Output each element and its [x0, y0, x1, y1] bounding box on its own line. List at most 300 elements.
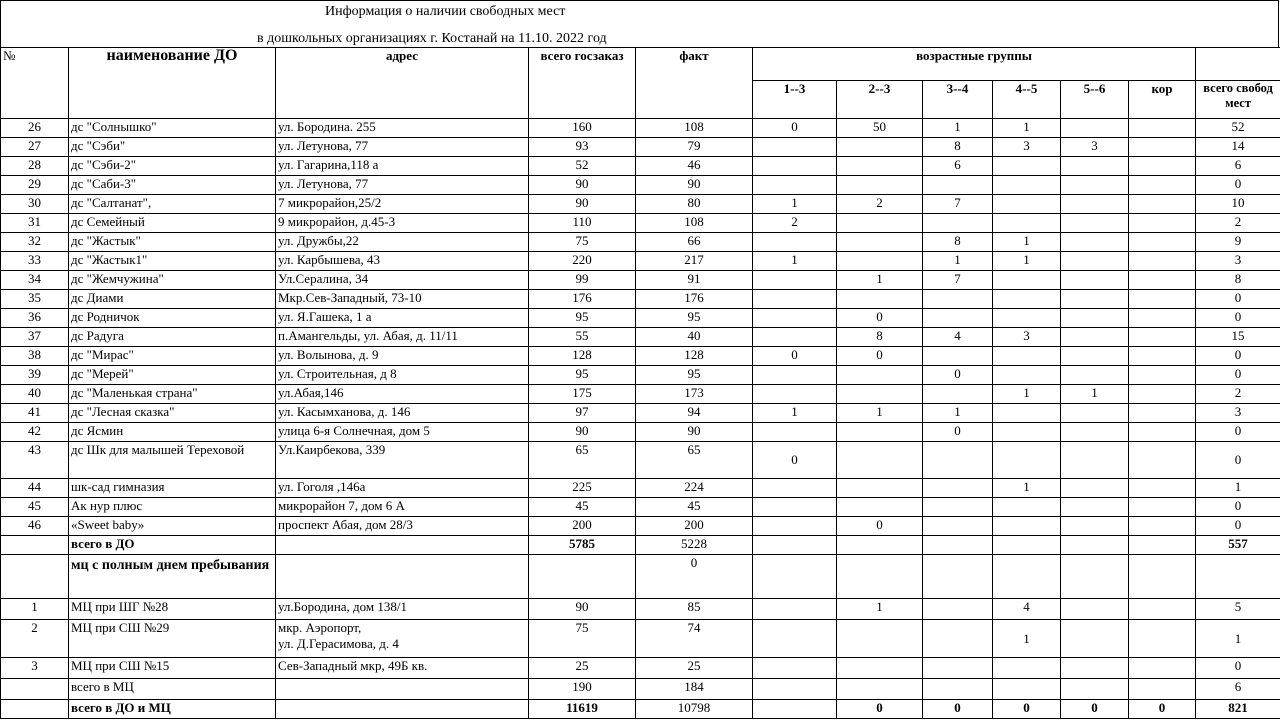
cell-g23: [837, 214, 923, 233]
cell-addr: ул. Касымханова, д. 146: [276, 404, 529, 423]
cell-g13: 0: [753, 119, 837, 138]
cell-kor: [1129, 138, 1196, 157]
cell-gos: 55: [529, 328, 636, 347]
cell-g56: [1061, 347, 1129, 366]
cell-name: дс "Мирас": [69, 347, 276, 366]
cell-n: 38: [1, 347, 69, 366]
cell-g13: [753, 366, 837, 385]
cell-g45: 1: [993, 233, 1061, 252]
total-cell-n: [1, 679, 69, 700]
cell-fact: 80: [636, 195, 753, 214]
cell-g23: 1: [837, 271, 923, 290]
cell-n: 34: [1, 271, 69, 290]
cell-addr: Ул.Каирбекова, 339: [276, 442, 529, 479]
cell-g23: 1: [837, 599, 923, 620]
cell-g34: 8: [923, 138, 993, 157]
cell-n: 27: [1, 138, 69, 157]
total-cell-g13: [753, 679, 837, 700]
cell-kor: [1129, 479, 1196, 498]
total-cell-g23: [837, 536, 923, 555]
cell-g34: [923, 309, 993, 328]
cell-g56: [1061, 328, 1129, 347]
cell-addr: ул. Карбышева, 43: [276, 252, 529, 271]
total-cell-kor: [1129, 536, 1196, 555]
address-line-1: мкр. Аэропорт,: [278, 620, 362, 635]
cell-gos: 128: [529, 347, 636, 366]
cell-name: дс "Мерей": [69, 366, 276, 385]
cell-g13: [753, 271, 837, 290]
cell-name: дс "Саби-3": [69, 176, 276, 195]
cell-g13: 0: [753, 442, 837, 479]
cell-kor: [1129, 290, 1196, 309]
cell-free: 10: [1196, 195, 1280, 214]
cell-kor: [1129, 271, 1196, 290]
cell-kor: [1129, 385, 1196, 404]
table-row: [1, 517, 1280, 536]
mc-section-cell-g45: [993, 555, 1061, 599]
cell-kor: [1129, 157, 1196, 176]
cell-g45: [993, 347, 1061, 366]
cell-gos: 220: [529, 252, 636, 271]
cell-gos: 176: [529, 290, 636, 309]
table-row: [1, 442, 1280, 479]
total-cell-kor: [1129, 679, 1196, 700]
table-row: [1, 138, 1280, 157]
cell-g23: 8: [837, 328, 923, 347]
cell-g34: 1: [923, 404, 993, 423]
cell-gos: 95: [529, 366, 636, 385]
cell-g23: [837, 233, 923, 252]
cell-fact: 65: [636, 442, 753, 479]
cell-fact: 90: [636, 176, 753, 195]
total-cell-g23: 0: [837, 700, 923, 719]
table-row: [1, 290, 1280, 309]
cell-g23: 0: [837, 309, 923, 328]
cell-g23: [837, 658, 923, 679]
mc-section-cell-kor: [1129, 555, 1196, 599]
cell-g34: [923, 176, 993, 195]
mc-section-cell-gos: [529, 555, 636, 599]
cell-g34: 1: [923, 119, 993, 138]
cell-n: 35: [1, 290, 69, 309]
table-row: [1, 328, 1280, 347]
cell-fact: 176: [636, 290, 753, 309]
total-cell-g56: [1061, 679, 1129, 700]
cell-g23: [837, 290, 923, 309]
cell-name: дс "Жастык1": [69, 252, 276, 271]
table-row: [1, 214, 1280, 233]
cell-gos: 52: [529, 157, 636, 176]
cell-free: 14: [1196, 138, 1280, 157]
cell-free: 6: [1196, 157, 1280, 176]
cell-name: дс Диами: [69, 290, 276, 309]
header-g56: 5--6: [1061, 81, 1129, 119]
total-cell-free: 6: [1196, 679, 1280, 700]
mc-section-cell-addr: [276, 555, 529, 599]
header-kor: кор: [1129, 81, 1196, 119]
cell-fact: 91: [636, 271, 753, 290]
table-row: [1, 366, 1280, 385]
cell-addr: Мкр.Сев-Западный, 73-10: [276, 290, 529, 309]
cell-free: 1: [1196, 620, 1280, 658]
cell-g34: [923, 290, 993, 309]
table-row: [1, 309, 1280, 328]
cell-g13: [753, 157, 837, 176]
header-g23: 2--3: [837, 81, 923, 119]
cell-g34: 8: [923, 233, 993, 252]
report-title: Информация о наличии свободных мест: [325, 4, 566, 19]
cell-g13: 2: [753, 214, 837, 233]
cell-gos: 160: [529, 119, 636, 138]
cell-g34: 7: [923, 195, 993, 214]
cell-n: 41: [1, 404, 69, 423]
cell-g23: [837, 620, 923, 658]
cell-g45: 4: [993, 599, 1061, 620]
cell-free: 3: [1196, 404, 1280, 423]
cell-fact: 224: [636, 479, 753, 498]
cell-gos: 90: [529, 423, 636, 442]
cell-g45: [993, 423, 1061, 442]
cell-addr: 9 микрорайон, д.45-3: [276, 214, 529, 233]
header-free: всего свобод мест: [1196, 81, 1280, 119]
total-cell-addr: [276, 679, 529, 700]
cell-free: 52: [1196, 119, 1280, 138]
cell-kor: [1129, 347, 1196, 366]
cell-addr: п.Амангельды, ул. Абая, д. 11/11: [276, 328, 529, 347]
cell-g45: 3: [993, 328, 1061, 347]
header-address: адрес: [276, 48, 529, 119]
cell-g23: [837, 176, 923, 195]
cell-g45: [993, 404, 1061, 423]
cell-kor: [1129, 252, 1196, 271]
cell-fact: 217: [636, 252, 753, 271]
table-row: [1, 498, 1280, 517]
mc-row: [1, 599, 1280, 620]
cell-g23: [837, 442, 923, 479]
cell-g23: 2: [837, 195, 923, 214]
cell-free: 0: [1196, 309, 1280, 328]
cell-free: 0: [1196, 442, 1280, 479]
cell-n: 39: [1, 366, 69, 385]
cell-g23: [837, 385, 923, 404]
total-cell-name: всего в ДО и МЦ: [69, 700, 276, 719]
mc-section-cell-g13: [753, 555, 837, 599]
cell-g23: [837, 366, 923, 385]
cell-fact: 95: [636, 366, 753, 385]
cell-n: 32: [1, 233, 69, 252]
cell-gos: 175: [529, 385, 636, 404]
cell-kor: [1129, 423, 1196, 442]
mc-section-row: [1, 555, 1280, 599]
cell-g34: 0: [923, 366, 993, 385]
total-cell-addr: [276, 700, 529, 719]
cell-fact: 90: [636, 423, 753, 442]
cell-addr: проспект Абая, дом 28/3: [276, 517, 529, 536]
cell-g45: [993, 442, 1061, 479]
cell-g34: [923, 498, 993, 517]
cell-addr: ул.Бородина, дом 138/1: [276, 599, 529, 620]
mc-section-cell-fact: 0: [636, 555, 753, 599]
cell-name: дс "Солнышко": [69, 119, 276, 138]
cell-g56: [1061, 404, 1129, 423]
cell-fact: 74: [636, 620, 753, 658]
cell-addr: ул. Я.Гашека, 1 а: [276, 309, 529, 328]
cell-name: дс Ясмин: [69, 423, 276, 442]
cell-g34: [923, 599, 993, 620]
cell-g34: 4: [923, 328, 993, 347]
total-cell-free: 557: [1196, 536, 1280, 555]
cell-g34: [923, 517, 993, 536]
cell-g23: 1: [837, 404, 923, 423]
table-row: [1, 347, 1280, 366]
cell-g13: [753, 138, 837, 157]
cell-g45: 1: [993, 119, 1061, 138]
cell-g13: [753, 385, 837, 404]
cell-g23: [837, 479, 923, 498]
table-row: [1, 271, 1280, 290]
cell-g45: 3: [993, 138, 1061, 157]
header-row: [1, 48, 1280, 81]
cell-fact: 25: [636, 658, 753, 679]
header-num: №: [1, 48, 69, 119]
cell-n: 30: [1, 195, 69, 214]
cell-g23: 50: [837, 119, 923, 138]
cell-addr: ул. Летунова, 77: [276, 138, 529, 157]
cell-name: шк-сад гимназия: [69, 479, 276, 498]
total-cell-free: 821: [1196, 700, 1280, 719]
cell-kor: [1129, 620, 1196, 658]
cell-gos: 45: [529, 498, 636, 517]
total-cell-g13: [753, 536, 837, 555]
cell-gos: 200: [529, 517, 636, 536]
cell-g13: 1: [753, 252, 837, 271]
cell-free: 0: [1196, 290, 1280, 309]
cell-g45: [993, 366, 1061, 385]
cell-g23: [837, 423, 923, 442]
cell-kor: [1129, 658, 1196, 679]
cell-g13: [753, 290, 837, 309]
cell-g23: 0: [837, 347, 923, 366]
report-subtitle: в дошкольных организациях г. Костанай на 11.10. 2022 год: [257, 31, 607, 46]
cell-g13: [753, 328, 837, 347]
cell-g45: [993, 271, 1061, 290]
cell-g56: [1061, 517, 1129, 536]
cell-g13: [753, 176, 837, 195]
cell-g13: [753, 479, 837, 498]
cell-g56: [1061, 366, 1129, 385]
cell-free: 9: [1196, 233, 1280, 252]
cell-addr: ул. Летунова, 77: [276, 176, 529, 195]
cell-free: 0: [1196, 176, 1280, 195]
table-row: [1, 404, 1280, 423]
cell-addr: микрорайон 7, дом 6 А: [276, 498, 529, 517]
cell-g56: [1061, 271, 1129, 290]
cell-fact: 95: [636, 309, 753, 328]
cell-name: дс "Лесная сказка": [69, 404, 276, 423]
cell-g56: 3: [1061, 138, 1129, 157]
cell-g56: [1061, 658, 1129, 679]
cell-g34: 1: [923, 252, 993, 271]
cell-gos: 110: [529, 214, 636, 233]
cell-addr: Ул.Сералина, 34: [276, 271, 529, 290]
cell-g45: 1: [993, 479, 1061, 498]
cell-free: 1: [1196, 479, 1280, 498]
cell-g13: [753, 309, 837, 328]
cell-g13: [753, 620, 837, 658]
cell-kor: [1129, 119, 1196, 138]
total-row: [1, 679, 1280, 700]
cell-g13: [753, 658, 837, 679]
cell-n: 26: [1, 119, 69, 138]
cell-g56: [1061, 423, 1129, 442]
cell-fact: 128: [636, 347, 753, 366]
table-row: [1, 479, 1280, 498]
cell-g56: [1061, 309, 1129, 328]
total-cell-g13: [753, 700, 837, 719]
cell-n: 43: [1, 442, 69, 479]
total-cell-g45: [993, 536, 1061, 555]
cell-kor: [1129, 366, 1196, 385]
cell-g34: 0: [923, 423, 993, 442]
cell-n: 44: [1, 479, 69, 498]
cell-fact: 200: [636, 517, 753, 536]
mc-row: [1, 658, 1280, 679]
cell-g13: 1: [753, 195, 837, 214]
cell-name: «Sweet baby»: [69, 517, 276, 536]
cell-addr: ул. Волынова, д. 9: [276, 347, 529, 366]
cell-g13: [753, 599, 837, 620]
cell-addr: 7 микрорайон,25/2: [276, 195, 529, 214]
cell-g56: 1: [1061, 385, 1129, 404]
cell-gos: 97: [529, 404, 636, 423]
cell-name: МЦ при ШГ №28: [69, 599, 276, 620]
cell-g45: 1: [993, 620, 1061, 658]
total-cell-g45: 0: [993, 700, 1061, 719]
mc-row: [1, 620, 1280, 658]
cell-gos: 65: [529, 442, 636, 479]
cell-addr: Сев-Западный мкр, 49Б кв.: [276, 658, 529, 679]
cell-fact: 79: [636, 138, 753, 157]
cell-g56: [1061, 620, 1129, 658]
cell-g13: [753, 423, 837, 442]
cell-n: 37: [1, 328, 69, 347]
cell-free: 2: [1196, 214, 1280, 233]
total-cell-gos: 11619: [529, 700, 636, 719]
cell-g45: [993, 195, 1061, 214]
cell-g56: [1061, 442, 1129, 479]
table-row: [1, 423, 1280, 442]
cell-n: 31: [1, 214, 69, 233]
total-cell-gos: 190: [529, 679, 636, 700]
cell-g13: [753, 233, 837, 252]
cell-g23: [837, 498, 923, 517]
total-cell-n: [1, 536, 69, 555]
cell-addr: ул. Бородина. 255: [276, 119, 529, 138]
cell-kor: [1129, 309, 1196, 328]
cell-gos: 90: [529, 195, 636, 214]
cell-addr: [276, 620, 529, 658]
cell-kor: [1129, 176, 1196, 195]
cell-g23: 0: [837, 517, 923, 536]
cell-g34: [923, 479, 993, 498]
cell-name: МЦ при СШ №29: [69, 620, 276, 658]
header-g34: 3--4: [923, 81, 993, 119]
cell-gos: 93: [529, 138, 636, 157]
cell-kor: [1129, 404, 1196, 423]
total-cell-fact: 10798: [636, 700, 753, 719]
cell-g56: [1061, 498, 1129, 517]
cell-g45: [993, 309, 1061, 328]
mc-section-cell-g34: [923, 555, 993, 599]
cell-gos: 90: [529, 599, 636, 620]
cell-free: 8: [1196, 271, 1280, 290]
cell-n: 46: [1, 517, 69, 536]
cell-fact: 173: [636, 385, 753, 404]
total-cell-name: всего в ДО: [69, 536, 276, 555]
cell-kor: [1129, 517, 1196, 536]
cell-g45: [993, 498, 1061, 517]
cell-g34: [923, 658, 993, 679]
cell-kor: [1129, 328, 1196, 347]
total-cell-g34: 0: [923, 700, 993, 719]
free-places-table: [0, 47, 1280, 719]
cell-n: 45: [1, 498, 69, 517]
total-cell-g56: [1061, 536, 1129, 555]
cell-g56: [1061, 290, 1129, 309]
header-g13: 1--3: [753, 81, 837, 119]
cell-free: 5: [1196, 599, 1280, 620]
cell-addr: ул. Строительная, д 8: [276, 366, 529, 385]
cell-kor: [1129, 214, 1196, 233]
cell-gos: 75: [529, 233, 636, 252]
cell-g56: [1061, 252, 1129, 271]
cell-name: дс "Сэби": [69, 138, 276, 157]
total-cell-g23: [837, 679, 923, 700]
cell-gos: 75: [529, 620, 636, 658]
cell-g13: [753, 498, 837, 517]
header-name: наименование ДО: [69, 48, 276, 119]
total-cell-n: [1, 700, 69, 719]
total-cell-g34: [923, 679, 993, 700]
cell-gos: 90: [529, 176, 636, 195]
mc-section-cell-free: [1196, 555, 1280, 599]
header-g45: 4--5: [993, 81, 1061, 119]
total-cell-fact: 184: [636, 679, 753, 700]
cell-name: МЦ при СШ №15: [69, 658, 276, 679]
cell-free: 0: [1196, 498, 1280, 517]
total-cell-gos: 5785: [529, 536, 636, 555]
table-row: [1, 195, 1280, 214]
total-cell-fact: 5228: [636, 536, 753, 555]
cell-name: дс "Сэби-2": [69, 157, 276, 176]
cell-name: дс "Салтанат",: [69, 195, 276, 214]
cell-addr: ул. Дружбы,22: [276, 233, 529, 252]
cell-addr: ул.Абая,146: [276, 385, 529, 404]
cell-g45: 1: [993, 385, 1061, 404]
cell-g13: 1: [753, 404, 837, 423]
mc-section-cell-n: [1, 555, 69, 599]
cell-g23: [837, 252, 923, 271]
cell-g45: [993, 517, 1061, 536]
table-row: [1, 252, 1280, 271]
cell-g45: [993, 157, 1061, 176]
cell-free: 2: [1196, 385, 1280, 404]
cell-g45: [993, 214, 1061, 233]
cell-gos: 25: [529, 658, 636, 679]
total-row: [1, 700, 1280, 719]
cell-n: 40: [1, 385, 69, 404]
cell-g34: [923, 442, 993, 479]
